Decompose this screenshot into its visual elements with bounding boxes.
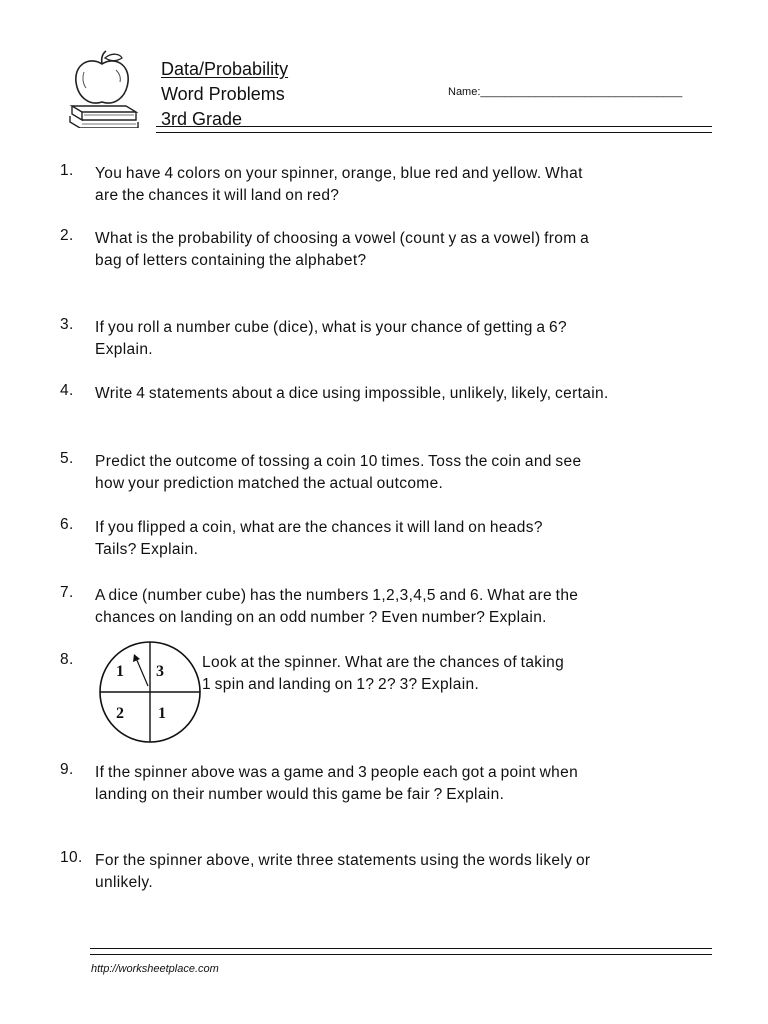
- question-number: 7.: [60, 584, 74, 601]
- question-text: For the spinner above, write three statements using the words likely or unlikely.: [95, 852, 591, 891]
- question-text: You have 4 colors on your spinner, orange, blue red and yellow. What are the chances it will land on red?: [95, 165, 583, 204]
- spinner-section-bottom-left: 2: [116, 705, 124, 722]
- apple-on-books-logo: [66, 50, 142, 128]
- question-text: If the spinner above was a game and 3 people each got a point when landing on their number would this game be fair ? Explain.: [95, 764, 579, 803]
- worksheet-title-grade: 3rd Grade: [161, 109, 243, 129]
- spinner-arrow: [136, 658, 148, 686]
- spinner-diagram: [98, 640, 202, 744]
- question-text: A dice (number cube) has the numbers 1,2,3,4,5 and 6. What are the chances on landing on an odd number ? Even number? Explain.: [95, 587, 579, 626]
- spinner-section-top-left: 1: [116, 663, 124, 680]
- worksheet-title-subject: Data/Probability: [161, 59, 289, 79]
- question-number: 6.: [60, 516, 74, 533]
- question-text: Predict the outcome of tossing a coin 10 times. Toss the coin and see how your prediction matched the actual outcome.: [95, 453, 582, 492]
- footer-url[interactable]: http://worksheetplace.com: [91, 963, 219, 975]
- page-header: [0, 0, 768, 135]
- question-number: 2.: [60, 227, 74, 244]
- question-text: Look at the spinner. What are the chances of taking 1 spin and landing on 1? 2? 3? Explain.: [202, 654, 565, 693]
- header-divider: [156, 126, 712, 133]
- question-number: 4.: [60, 382, 74, 399]
- question-number: 5.: [60, 450, 74, 467]
- worksheet-title-topic: Word Problems: [161, 84, 285, 104]
- question-text: If you flipped a coin, what are the chances it will land on heads? Tails? Explain.: [95, 519, 543, 558]
- question-text: Write 4 statements about a dice using impossible, unlikely, likely, certain.: [95, 385, 609, 402]
- question-number: 8.: [60, 651, 74, 668]
- spinner-arrow-head: [133, 654, 140, 662]
- name-field: Name:_________________________________: [448, 86, 683, 98]
- footer-divider: [90, 948, 712, 955]
- spinner-section-top-right: 3: [156, 663, 164, 680]
- question-number: 9.: [60, 761, 74, 778]
- question-number: 10.: [60, 849, 83, 866]
- question-text: What is the probability of choosing a vowel (count y as a vowel) from a bag of letters containing the alphabet?: [95, 230, 590, 269]
- question-number: 1.: [60, 162, 74, 179]
- question-text: If you roll a number cube (dice), what is your chance of getting a 6? Explain.: [95, 319, 567, 358]
- spinner-section-bottom-right: 1: [158, 705, 166, 722]
- question-number: 3.: [60, 316, 74, 333]
